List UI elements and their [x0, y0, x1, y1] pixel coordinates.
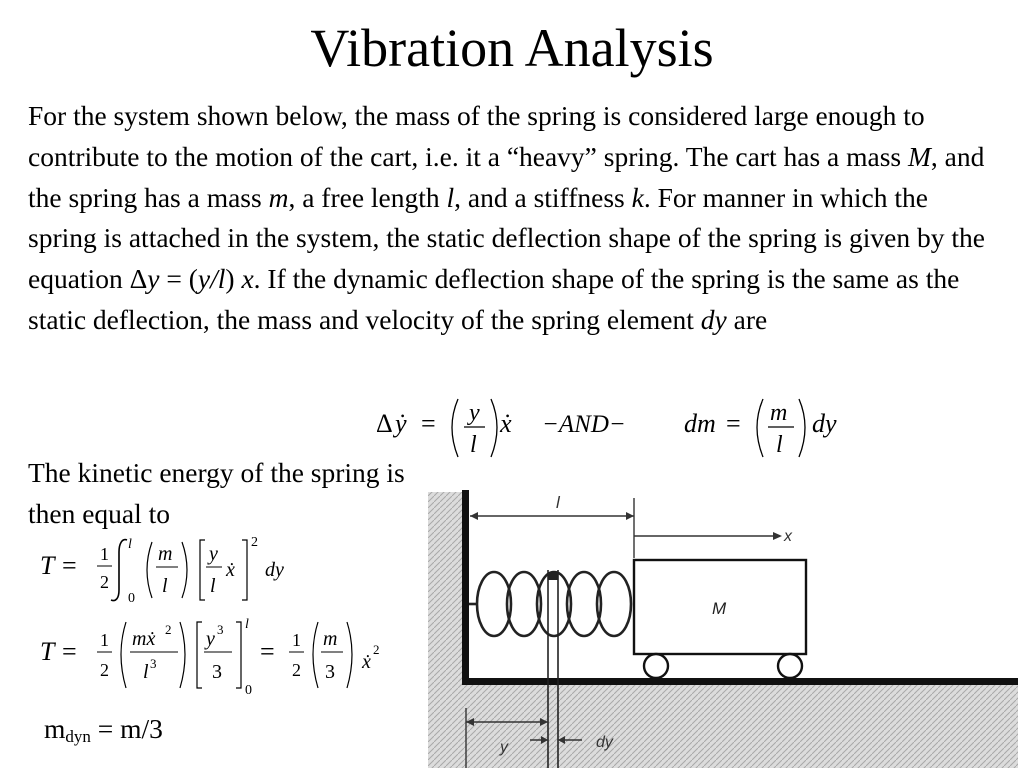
half-num-2: 1	[292, 630, 301, 650]
x-dot: ẋ	[362, 651, 371, 673]
dy-dimension-label: dy	[596, 734, 613, 751]
three-den-2: 3	[325, 661, 335, 683]
integral-sign	[111, 540, 127, 601]
right-paren	[347, 622, 352, 688]
integral-lower: 0	[128, 591, 135, 606]
y-dimension-label: y	[500, 739, 508, 756]
wall-hatching	[428, 492, 464, 682]
equals-sign: =	[62, 551, 77, 580]
right-paren	[491, 399, 497, 457]
dm-symbol: dm	[684, 409, 716, 438]
power-2: 2	[251, 535, 258, 550]
spring	[477, 572, 631, 636]
spring-element-marker	[548, 572, 558, 580]
problem-paragraph: For the system shown below, the mass of the spring is considered large enough to contribute to the motion of the cart, i.e. it a “heavy” spring. The cart has a mass M, and the spring has a mass m, a free length l, and a stiffness k. For manner in which the spring is attached in the system, the static deflection shape of the spring is given by the equation Δy = (y/l) x. If the dynamic deflection shape of the spring is the same as the static deflection, the mass and velocity of the spring element dy are	[28, 100, 985, 335]
dy-symbol: dy	[812, 409, 837, 438]
left-paren	[121, 622, 126, 688]
l-symbol: l	[143, 661, 149, 683]
arrow-head	[626, 512, 634, 520]
frac-den-l: l	[210, 575, 216, 597]
right-paren	[182, 542, 187, 598]
half-num: 1	[100, 630, 109, 650]
half-den: 2	[100, 660, 109, 680]
frac-num-y: y	[469, 400, 480, 426]
frac-num-y: y	[209, 543, 218, 565]
T-symbol: T	[40, 551, 55, 580]
equals-sign: =	[62, 637, 77, 666]
mxdot: mẋ	[132, 628, 156, 650]
and-separator: −AND−	[542, 411, 626, 438]
integral-upper: l	[128, 537, 132, 552]
half-den: 2	[100, 572, 109, 592]
m-symbol: m	[323, 628, 338, 650]
x-dot: ẋ	[226, 559, 235, 581]
dy-symbol: dy	[265, 559, 284, 581]
mdyn-result: $m_{dyn} = m/3$	[44, 713, 163, 746]
mx-power: 2	[165, 622, 172, 637]
half-den-2: 2	[292, 660, 301, 680]
frac-den-l: l	[470, 432, 477, 458]
right-paren	[180, 622, 185, 688]
eval-lower: 0	[245, 683, 252, 698]
equals-sign: =	[421, 409, 436, 438]
l-power: 3	[150, 656, 157, 671]
left-paren	[147, 542, 152, 598]
left-paren	[313, 622, 318, 688]
x-power: 2	[373, 642, 380, 657]
left-paren	[452, 399, 458, 457]
y-power: 3	[217, 622, 224, 637]
wall	[462, 490, 469, 684]
y-symbol: y	[206, 628, 215, 650]
x-axis-label: x	[784, 528, 792, 545]
right-paren	[799, 399, 805, 457]
three-den: 3	[212, 661, 222, 683]
x-dot: ẋ	[500, 409, 512, 438]
floor-hatching	[428, 682, 1018, 768]
frac-den-l: l	[162, 575, 168, 597]
half-num: 1	[100, 544, 109, 564]
cart-mass-label: M	[712, 599, 727, 618]
left-paren	[757, 399, 763, 457]
T-symbol: T	[40, 637, 55, 666]
floor	[462, 678, 1018, 685]
cart-wheel-right	[778, 654, 802, 678]
length-label: l	[556, 493, 560, 512]
element-equation	[370, 394, 860, 464]
delta-symbol: Δ	[376, 409, 393, 438]
frac-num-m: m	[770, 400, 788, 426]
arrow-head	[470, 512, 478, 520]
slide-title: Vibration Analysis	[310, 18, 714, 78]
frac-den-l: l	[776, 432, 783, 458]
right-bracket	[242, 540, 247, 600]
arrow-head	[773, 532, 782, 540]
kinetic-energy-integral	[40, 534, 300, 606]
cart-wheel-left	[644, 654, 668, 678]
kinetic-energy-text: The kinetic energy of the spring is then equal to	[28, 457, 405, 529]
left-bracket	[200, 540, 205, 600]
kinetic-energy-evaluated	[40, 616, 390, 696]
equals-sign-2: =	[260, 637, 275, 666]
frac-num-m: m	[158, 543, 173, 565]
y-dot: ẏ	[395, 409, 407, 438]
equals-sign-2: =	[726, 409, 741, 438]
right-bracket	[236, 622, 241, 688]
left-bracket	[197, 622, 202, 688]
eval-upper: l	[245, 617, 249, 632]
cart-spring-diagram	[410, 490, 1020, 768]
